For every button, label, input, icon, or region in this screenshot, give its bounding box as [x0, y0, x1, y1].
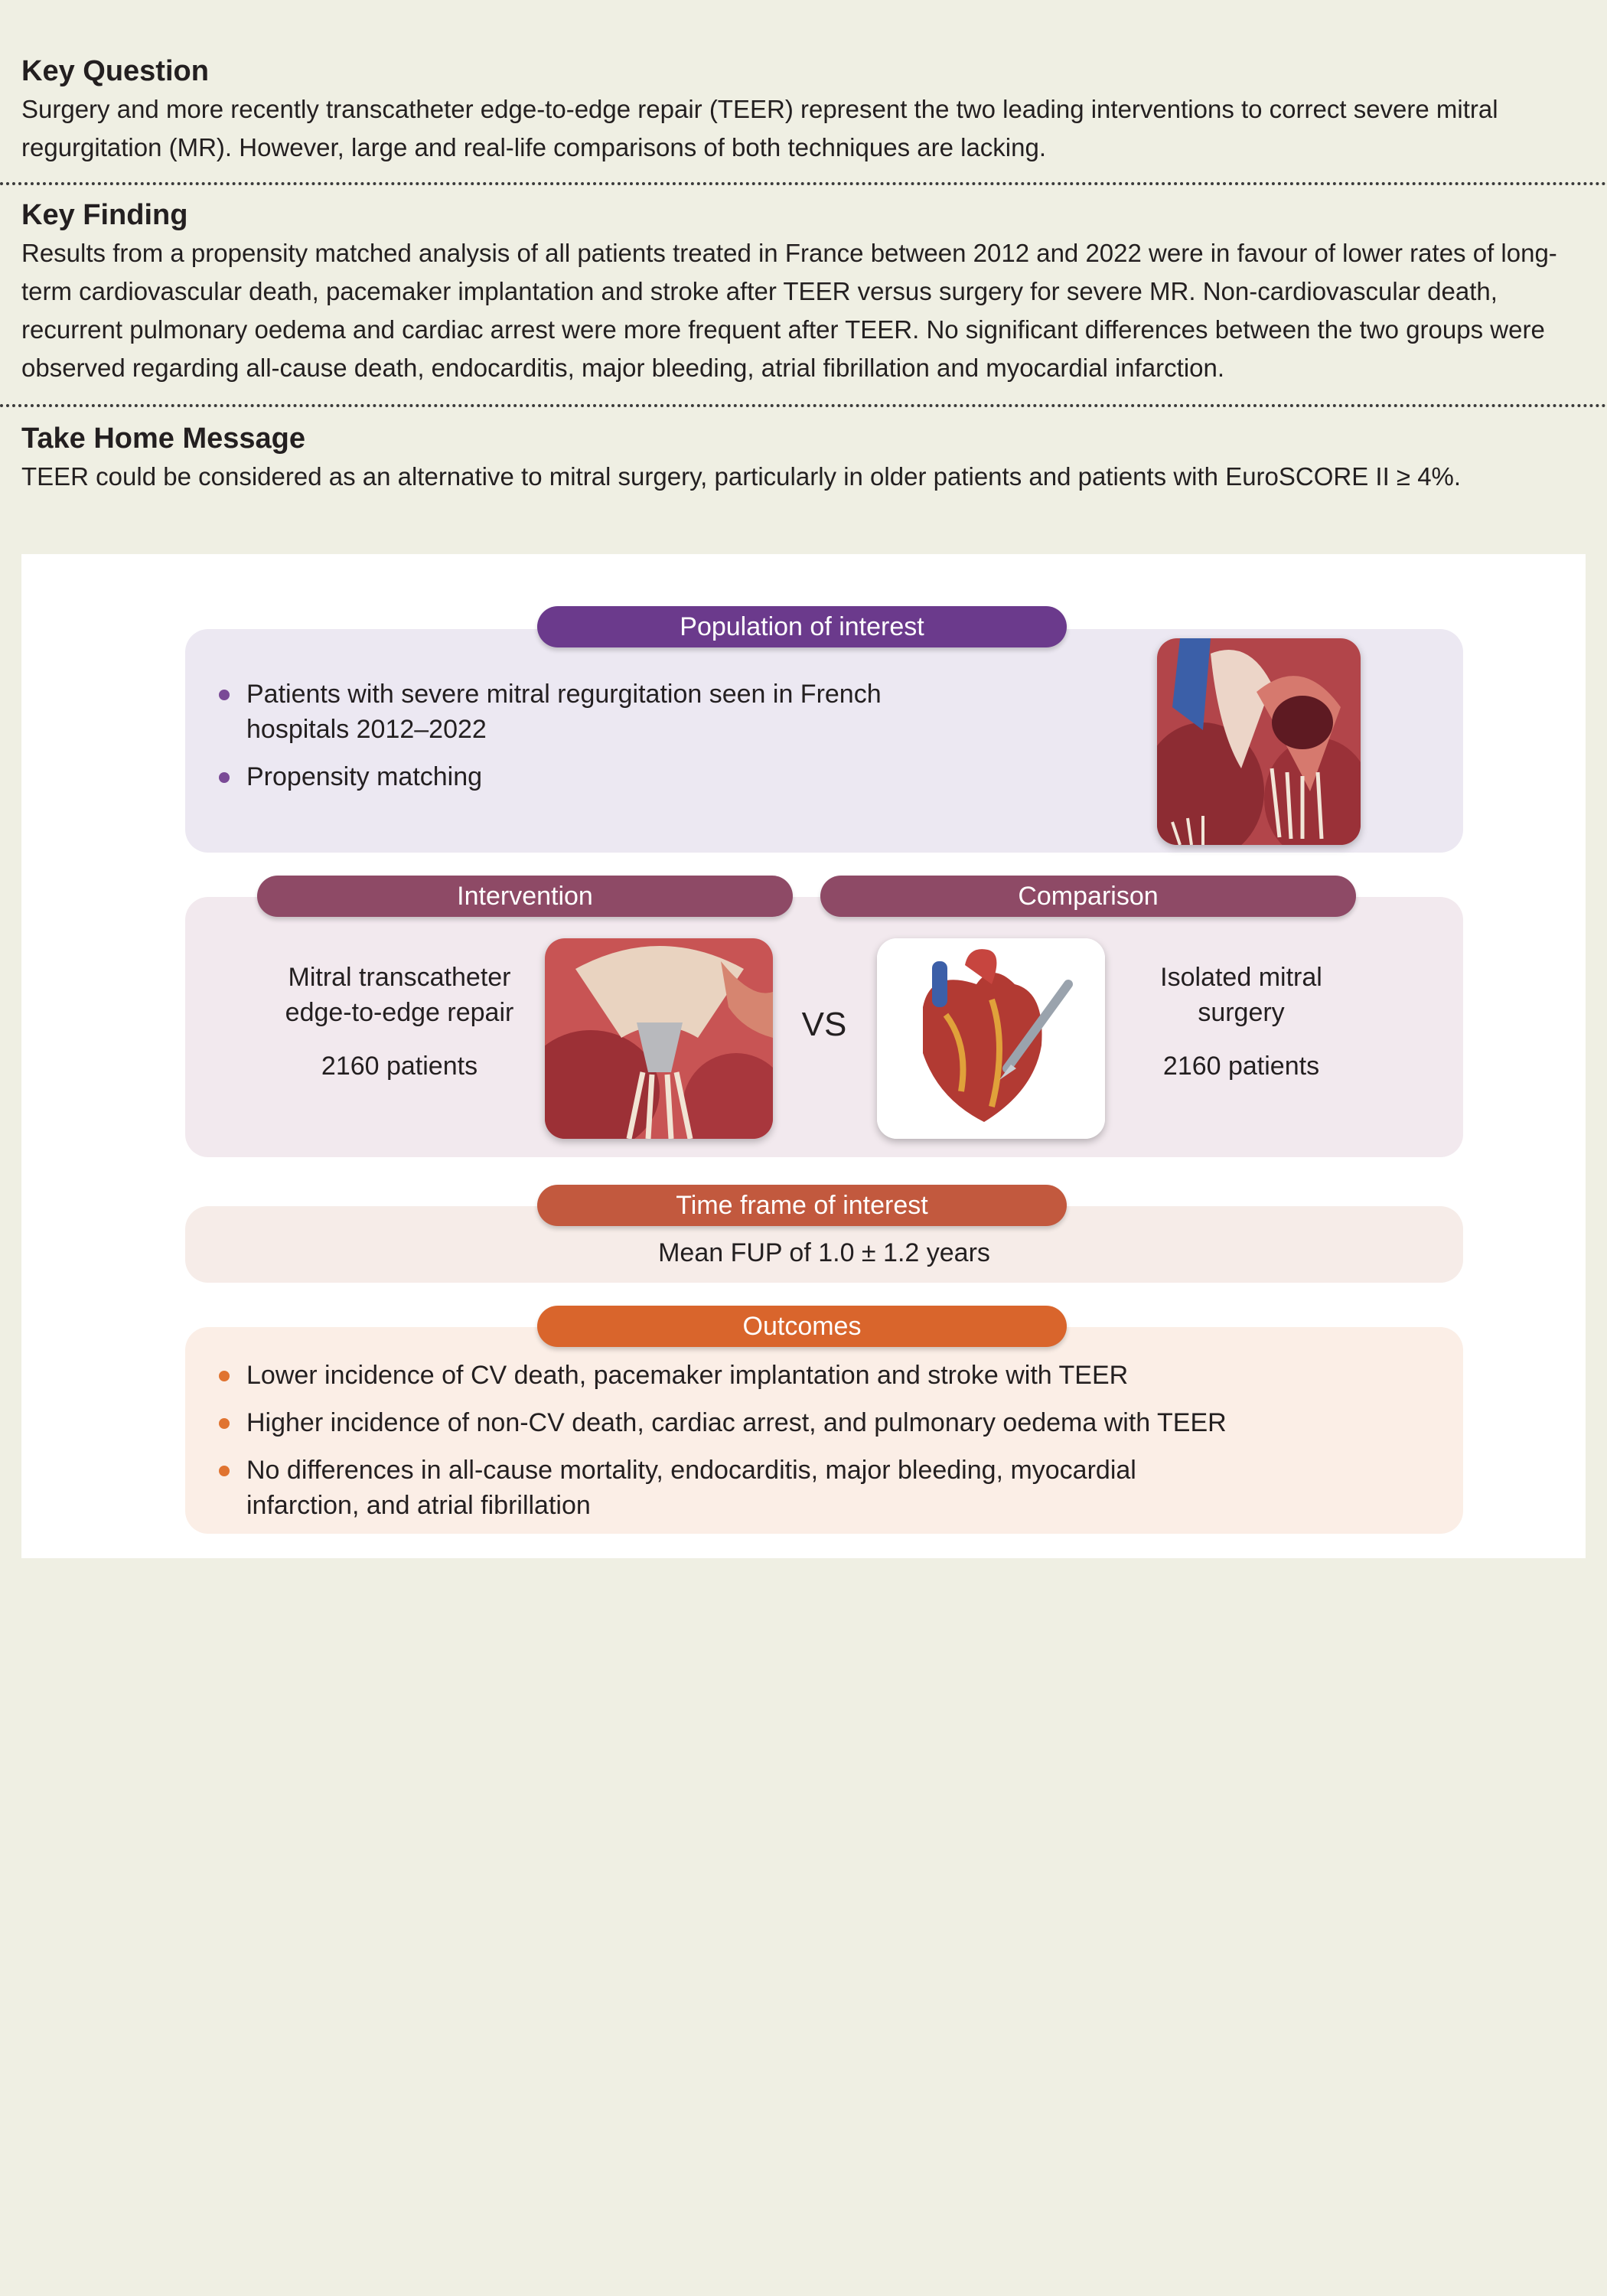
population-label: Population of interest	[537, 606, 1067, 647]
list-item: Lower incidence of CV death, pacemaker implantation and stroke with TEER	[216, 1358, 1287, 1393]
intervention-name: Mitral transcatheter edge-to-edge repair	[285, 963, 514, 1027]
teer-device-icon	[545, 938, 773, 1139]
key-question-section	[21, 54, 1590, 167]
list-item: Patients with severe mitral regurgitation seen in French hospitals 2012–2022	[216, 677, 981, 747]
outcomes-list	[216, 1358, 1287, 1535]
key-question-text: Surgery and more recently transcatheter edge-to-edge repair (TEER) represent the two leading interventions to correct severe mitral regurgitation (MR). However, large and real-life comparisons of both techniques are lacking.	[21, 95, 1498, 161]
list-item: Propensity matching	[216, 759, 981, 794]
key-finding-section	[21, 197, 1590, 387]
comparison-label: Comparison	[820, 876, 1356, 917]
population-list	[216, 677, 981, 807]
intervention-label: Intervention	[257, 876, 793, 917]
mitral-valve-illustration	[1157, 638, 1361, 845]
teer-illustration	[545, 938, 773, 1139]
comparison-panel	[185, 897, 1463, 1157]
key-finding-title: Key Finding	[21, 199, 188, 231]
list-item: No differences in all-cause mortality, endocarditis, major bleeding, myocardial infarction, and atrial fibrillation	[216, 1453, 1249, 1523]
list-item: Higher incidence of non-CV death, cardiac arrest, and pulmonary oedema with TEER	[216, 1405, 1287, 1440]
comparison-patients: 2160 patients	[1162, 1052, 1320, 1081]
outcomes-label: Outcomes	[537, 1306, 1067, 1347]
key-finding-text: Results from a propensity matched analysis of all patients treated in France between 2012 and 2022 were in favour of lower rates of long-term cardiovascular death, pacemaker implantation and stroke after TEER versus surgery for severe MR. Non-cardiovascular death, recurrent pulmonary oedema and cardiac arrest were more frequent after TEER. No significant differences between the two groups were observed regarding all-cause death, endocarditis, major bleeding, atrial fibrillation and myocardial infarction.	[21, 239, 1557, 382]
take-home-title: Take Home Message	[21, 422, 306, 455]
intervention-patients: 2160 patients	[321, 1052, 478, 1081]
heart-valve-icon	[1157, 638, 1361, 845]
surgery-illustration	[877, 938, 1105, 1139]
divider	[0, 404, 1607, 407]
graphical-abstract-card	[21, 554, 1586, 1558]
take-home-section	[21, 421, 1590, 496]
comparison-name: Isolated mitral surgery	[1160, 963, 1322, 1027]
key-question-title: Key Question	[21, 55, 209, 87]
heart-scalpel-icon	[877, 938, 1105, 1139]
take-home-text: TEER could be considered as an alternative to mitral surgery, particularly in older patients and patients with EuroSCORE II ≥ 4%.	[21, 462, 1462, 491]
time-frame-label: Time frame of interest	[537, 1185, 1067, 1226]
population-panel	[185, 629, 1463, 853]
outcomes-panel	[185, 1327, 1463, 1534]
time-frame-text: Mean FUP of 1.0 ± 1.2 years	[658, 1238, 990, 1267]
vs-label: VS	[801, 1006, 847, 1043]
divider	[0, 182, 1607, 185]
